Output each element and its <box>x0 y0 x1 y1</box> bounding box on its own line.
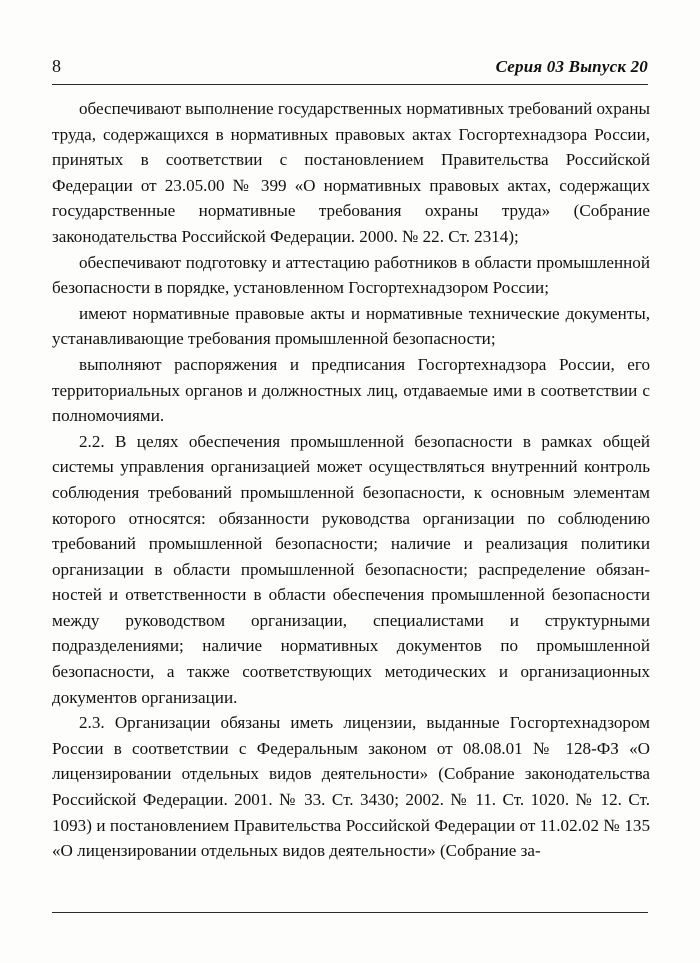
paragraph: обеспечивают подготовку и аттестацию работников в области промышленной безопасности в порядке, установленном Госгортехнадзором России; <box>52 252 650 298</box>
paragraph: обеспечивают выполнение государственных нормативных требований охраны труда, содержащихся в нормативных правовых актах Госгортехнадзора России, принятых в соответствии с постановлением Правительства Российской Федерации от 23.05.00 № 399 «О нормативных правовых актах, содержащих государственные нормативные требования охраны труда» (Собрание законодательства Российской Федерации. 2000. № 22. Ст. 2314); <box>52 99 650 246</box>
header-series-label: Серия 03 Выпуск 20 <box>495 57 648 76</box>
paragraph: выполняют распоряжения и предписания Госгортехнадзора России, его территориальных органов и должностных лиц, отдаваемые ими в соответствии с полномочиями. <box>52 354 650 426</box>
header-divider <box>52 84 648 85</box>
paragraph: 2.3. Организации обязаны иметь лицензии, выданные Госгортехнадзором России в соответствии с Федеральным законом от 08.08.01 № 128-ФЗ «О лицензировании отдельных видов деятельности» (Собрание законодательства Российской Федерации. 2001. № 33. Ст. 3430; 2002. № 11. Ст. 1020. № 12. Ст. 1093) и постановлением Правительства Российской Федерации от 11.02.02 № 135 «О лицензировании отдельных видов деятельности» (Собрание за- <box>52 713 650 861</box>
page-header <box>52 56 648 77</box>
footer-divider <box>52 912 648 913</box>
paragraph: 2.2. В целях обеспечения промышленной безопасности в рамках общей системы управления организацией может осуществляться внутренний контроль соблюдения требований промышленной безопасности, к основным элементам которого относятся: обязанности руководства организации по соблюдению требований промышленной безопасности; наличие и реализация политики организации в области промышленной безопасности; распределение обязанностей и ответственности в области обеспечения промышленной безопасности между руководством организации, специалистами и структурными подразделениями; наличие нормативных документов по промышленной безопасности, а также соответствующих методических и организационных документов организации. <box>52 431 650 707</box>
paragraph: имеют нормативные правовые акты и нормативные технические документы, устанавливающие требования промышленной безопасности; <box>52 303 650 349</box>
page-number: 8 <box>52 56 62 76</box>
body-text <box>52 96 650 864</box>
